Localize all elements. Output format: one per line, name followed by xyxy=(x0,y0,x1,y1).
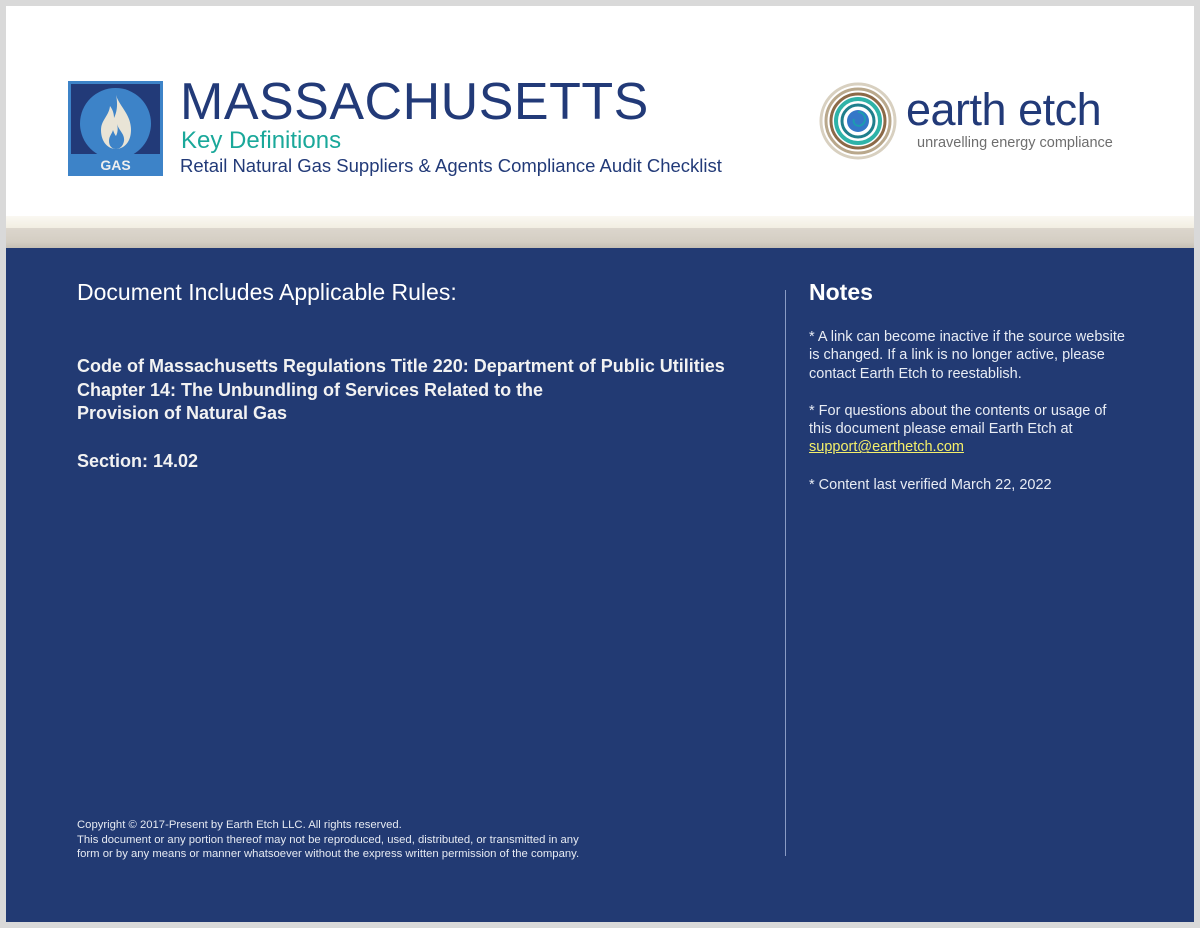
page-title: MASSACHUSETTS xyxy=(180,73,649,131)
brand-name: earth etch xyxy=(906,84,1102,135)
header-divider-band xyxy=(6,216,1194,228)
gas-label: GAS xyxy=(100,157,131,173)
gas-badge xyxy=(68,81,163,176)
rules-line: Chapter 14: The Unbundling of Services Related to the xyxy=(77,379,544,400)
note-item xyxy=(809,402,1129,457)
document-type: Retail Natural Gas Suppliers & Agents Compliance Audit Checklist xyxy=(180,155,722,176)
page-subtitle: Key Definitions xyxy=(181,127,342,154)
note-item: * A link can become inactive if the source website is changed. If a link is no longer active, please contact Earth Etch to reestablish. xyxy=(809,329,1125,382)
rules-line: Code of Massachusetts Regulations Title 220: Department of Public Utilities xyxy=(77,356,725,376)
notes-heading: Notes xyxy=(809,279,873,305)
copyright-line: This document or any portion thereof may not be reproduced, used, distributed, or transmitted in any xyxy=(77,833,579,846)
copyright-notice xyxy=(77,818,579,862)
copyright-line: form or by any means or manner whatsoever without the express written permission of the company. xyxy=(77,848,580,861)
flame-icon xyxy=(97,94,135,150)
content-panel xyxy=(6,248,1194,922)
rules-citation xyxy=(77,355,777,426)
rules-heading: Document Includes Applicable Rules: xyxy=(77,279,457,305)
rules-line: Provision of Natural Gas xyxy=(77,403,288,423)
spiral-logo-icon xyxy=(819,82,897,160)
support-email-link[interactable]: support@earthetch.com xyxy=(809,439,964,456)
notes-list xyxy=(809,328,1129,513)
section-number: Section: 14.02 xyxy=(77,451,199,471)
column-divider xyxy=(785,290,786,856)
document-page xyxy=(6,6,1194,922)
copyright-line: Copyright © 2017-Present by Earth Etch LLC. All rights reserved. xyxy=(77,819,402,831)
brand-tagline: unravelling energy compliance xyxy=(917,135,1113,151)
header-divider-band-gray xyxy=(6,228,1194,248)
note-item: * Content last verified March 22, 2022 xyxy=(809,476,1052,493)
note-text: * For questions about the contents or usage of this document please email Earth Etch at xyxy=(809,402,1107,438)
header xyxy=(6,6,1194,216)
